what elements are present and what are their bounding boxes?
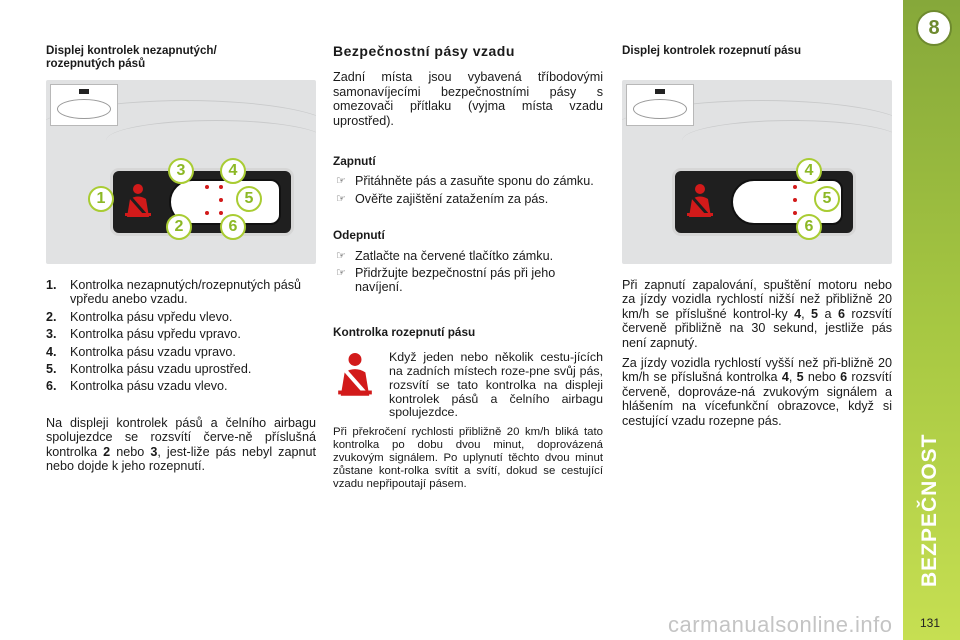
text-run: a (818, 306, 838, 321)
bold-number: 6 (840, 370, 848, 385)
item-text: Kontrolka pásu vpředu vpravo. (70, 327, 241, 342)
seatbelt-display-figure-2 (622, 80, 892, 264)
item-number: 3. (46, 327, 57, 342)
callout-3: 3 (168, 158, 194, 184)
step-text: Přitáhněte pás a zasuňte sponu do zámku. (355, 174, 594, 189)
warning-heading: Kontrolka rozepnutí pásu (333, 324, 476, 339)
bold-number: 4 (781, 370, 789, 385)
list-item (46, 379, 316, 393)
right-column (622, 44, 892, 57)
seat-indicator (793, 185, 797, 189)
warning-lamp-list (46, 278, 316, 394)
step-text: Ověřte zajištění zatažením za pás. (355, 191, 549, 206)
seat-indicator (793, 198, 797, 202)
list-item (46, 310, 316, 324)
callout-6: 6 (796, 214, 822, 240)
mini-dashboard-inset (50, 84, 118, 126)
warning-lamp-display (110, 168, 294, 236)
seatbelt-warning-icon (121, 183, 155, 219)
left-heading: Displej kontrolek nezapnutých/ rozepnutých pásů (46, 44, 217, 70)
right-paragraph-1 (622, 278, 892, 350)
item-text: Kontrolka pásu vzadu uprostřed. (70, 362, 252, 377)
page-number: 131 (920, 616, 941, 630)
watermark: carmanualsonline.info (668, 612, 893, 637)
fasten-steps (333, 174, 603, 206)
text-run: Za jízdy vozidla rychlostí vyšší než při-bližně 20 km/h se příslušná kontrolka (622, 356, 892, 385)
seatbelt-warning-icon (683, 183, 717, 219)
unfasten-heading: Odepnutí (333, 228, 385, 243)
list-item (46, 278, 316, 307)
list-item (46, 362, 316, 376)
bold-number: 5 (796, 370, 804, 385)
list-item (46, 327, 316, 341)
bold-number: 6 (837, 306, 845, 321)
bold-number: 5 (811, 306, 819, 321)
seatbelt-warning-icon (333, 351, 381, 409)
text-run: , (801, 306, 812, 321)
warning-block (333, 351, 603, 491)
seat-indicator (205, 211, 209, 215)
warning-text-1: Když jeden nebo několik cestu-jících na zadních místech roze-pne svůj pás, rozsvítí se tato kontrolka na displeji kontrolek pásů a čelního airbagu spolujezdce. (389, 350, 603, 420)
left-column (46, 44, 316, 70)
bullet-arrow-icon: ☞ (336, 249, 346, 262)
list-item (333, 192, 603, 206)
text-run: , (788, 370, 797, 385)
middle-column (333, 44, 603, 491)
dashboard-line (682, 120, 892, 161)
chapter-title: BEZPEČNOST (918, 433, 941, 587)
seat-indicator (219, 198, 223, 202)
list-item (333, 174, 603, 188)
right-paragraph-2 (622, 356, 892, 428)
bullet-arrow-icon: ☞ (336, 267, 346, 280)
item-number: 2. (46, 309, 57, 324)
bold-number: 3 (150, 444, 158, 459)
step-text: Přidržujte bezpečnostní pás při jeho navíjení. (355, 266, 556, 295)
text-run: nebo (803, 370, 841, 385)
item-text: Kontrolka pásu vzadu vlevo. (70, 379, 228, 394)
right-text-block (622, 278, 892, 428)
text-run: nebo (110, 444, 151, 459)
callout-4: 4 (796, 158, 822, 184)
seat-indicator (219, 211, 223, 215)
callout-1: 1 (88, 186, 114, 212)
item-number: 6. (46, 379, 57, 394)
intro-paragraph: Zadní místa jsou vybavená tříbodovými samonavíjecími bezpečnostními pásy s omezovači přítlaku (vyjma místa vzadu uprostřed). (333, 70, 603, 128)
text-run: Na displeji kontrolek pásů a čelního airbagu spolujezdce se rozsvítí červe-ně příslušná kontrolka (46, 415, 316, 459)
item-number: 4. (46, 344, 57, 359)
seatbelt-display-figure-1 (46, 80, 316, 264)
dashboard-line (106, 120, 316, 161)
list-item (333, 249, 603, 263)
bullet-arrow-icon: ☞ (336, 175, 346, 188)
item-text: Kontrolka pásu vzadu vpravo. (70, 344, 236, 359)
chapter-number-badge: 8 (916, 10, 952, 46)
bold-number: 4 (794, 306, 802, 321)
unfasten-steps (333, 249, 603, 295)
section-title: Bezpečnostní pásy vzadu (333, 43, 515, 59)
seat-indicator (219, 185, 223, 189)
item-number: 5. (46, 362, 57, 377)
callout-2: 2 (166, 214, 192, 240)
list-item (333, 266, 603, 295)
step-text: Zatlačte na červené tlačítko zámku. (355, 248, 554, 263)
text-run: rozsvítí červeně přibližně na 30 sekund, jestliže pás není zapnutý. (622, 306, 892, 350)
callout-4: 4 (220, 158, 246, 184)
item-number: 1. (46, 278, 57, 292)
text-run: Při zapnutí zapalování, spuštění motoru nebo za jízdy vozidla rychlostí nižší než přibližně 20 km/h se příslušné kontrol-ky (622, 278, 892, 321)
warning-text-2: Při překročení rychlosti přibližně 20 km/h bliká tato kontrolka po dobu dvou minut, doprovázená zvukovým signálem. Po uplynutí těchto dvou minut zůstane kont-rolka svítit a svítí, dokud se cestující vzadu nepřipoutají pásem. (333, 426, 603, 491)
right-heading: Displej kontrolek rozepnutí pásu (622, 44, 802, 57)
fasten-heading: Zapnutí (333, 154, 376, 169)
list-item (46, 345, 316, 359)
bullet-arrow-icon: ☞ (336, 192, 346, 205)
seat-indicator (793, 211, 797, 215)
text-run: rozsvítí červeně, doprovázе-ná zvukovým signálem a hlášením na vícefunkční obrazovce, když si cestující vzadu rozepne pás. (622, 370, 892, 428)
callout-6: 6 (220, 214, 246, 240)
bold-number: 2 (103, 444, 111, 459)
item-text: Kontrolka pásu vpředu vlevo. (70, 309, 233, 324)
mini-dashboard-inset (626, 84, 694, 126)
left-list-block (46, 278, 316, 473)
item-text: Kontrolka nezapnutých/rozepnutých pásů vpředu anebo vzadu. (70, 278, 302, 307)
seat-indicator (205, 185, 209, 189)
callout-5: 5 (814, 186, 840, 212)
left-paragraph (46, 416, 316, 474)
text-run: , jest-liže pás nebyl zapnut nebo dojde k jeho rozepnutí. (46, 444, 316, 474)
callout-5: 5 (236, 186, 262, 212)
